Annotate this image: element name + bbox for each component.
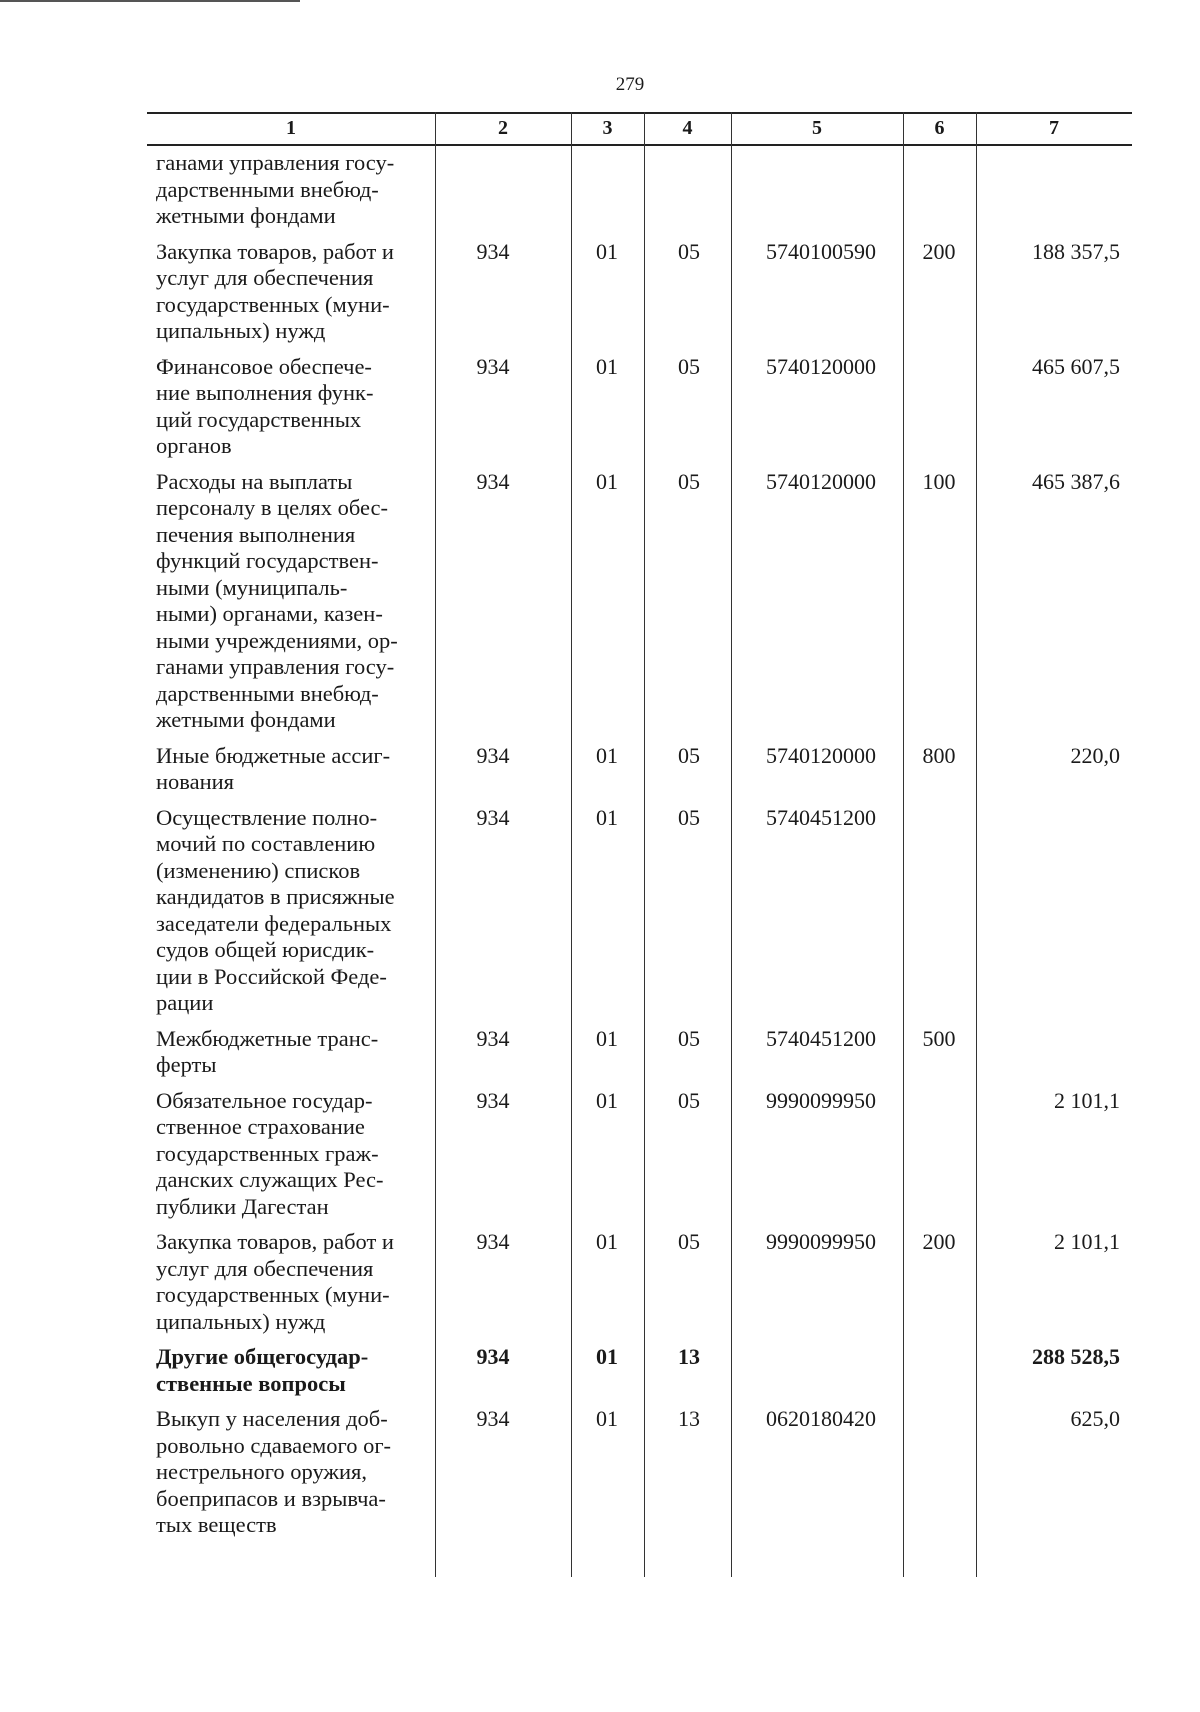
row-spacer — [147, 345, 1132, 354]
column-header-3: 3 — [602, 117, 613, 139]
row-cell-col6: 200 — [922, 238, 956, 264]
row-cell-col4: 13 — [678, 1406, 700, 1431]
row-cell-col6: 800 — [922, 742, 956, 768]
row-name-cell: Выкуп у населения доб- ровольно сдаваемого ог- нестрельного оружия, боеприпасов и взрывча- тых веществ — [156, 1406, 392, 1537]
table-row — [147, 469, 1132, 734]
row-name-cell: Другие общегосудар- ственные вопросы — [156, 1344, 369, 1396]
row-name-cell: Межбюджетные транс- ферты — [156, 1025, 379, 1077]
table-row — [147, 1026, 1132, 1079]
row-cell-col3: 01 — [596, 1406, 618, 1431]
row-cell-col4: 05 — [678, 742, 700, 768]
row-cell-col7: 2 101,1 — [1054, 1087, 1120, 1113]
row-cell-col2: 934 — [476, 238, 510, 264]
row-spacer — [147, 1397, 1132, 1406]
row-cell-col4: 05 — [678, 238, 700, 264]
row-spacer — [147, 796, 1132, 805]
row-cell-col5: 5740451200 — [766, 804, 876, 830]
row-cell-col5: 9990099950 — [766, 1087, 876, 1113]
page-number: 279 — [615, 74, 645, 95]
table-row — [147, 805, 1132, 1017]
row-cell-col3: 01 — [596, 1344, 618, 1369]
row-name-cell: Финансовое обеспече- ние выполнения функ- ций государственных органов — [156, 353, 374, 458]
column-header-2: 2 — [498, 117, 508, 139]
scan-edge-line — [0, 0, 300, 2]
table-row — [147, 1344, 1132, 1397]
row-cell-col2: 934 — [476, 353, 510, 379]
row-spacer — [147, 1079, 1132, 1088]
table-body — [147, 150, 1132, 1539]
table-row — [147, 1088, 1132, 1221]
row-cell-col3: 01 — [596, 742, 618, 768]
row-cell-col3: 01 — [596, 238, 618, 264]
row-name-cell: Обязательное государ- ственное страхование государственных граж- данских служащих Рес- публики Дагестан — [156, 1087, 384, 1219]
table-row — [147, 743, 1132, 796]
column-header-1: 1 — [286, 117, 296, 139]
row-cell-col2: 934 — [476, 742, 510, 768]
row-cell-col7: 625,0 — [1070, 1406, 1120, 1431]
row-cell-col7: 188 357,5 — [1032, 238, 1120, 264]
column-header-5: 5 — [812, 117, 822, 139]
row-cell-col5: 5740120000 — [766, 742, 876, 768]
row-name-cell: ганами управления госу- дарственными внебюд- жетными фондами — [156, 150, 395, 228]
row-cell-col4: 05 — [678, 353, 700, 379]
row-cell-col2: 934 — [476, 1406, 510, 1431]
row-cell-col5: 5740451200 — [766, 1025, 876, 1051]
row-cell-col4: 05 — [678, 1025, 700, 1051]
row-cell-col2: 934 — [476, 1087, 510, 1113]
row-cell-col4: 05 — [678, 1087, 700, 1113]
row-cell-col2: 934 — [476, 1025, 510, 1051]
row-name-cell: Закупка товаров, работ и услуг для обеспечения государственных (муни- ципальных) нужд — [156, 1229, 394, 1334]
row-cell-col5: 5740120000 — [766, 468, 876, 494]
row-cell-col3: 01 — [596, 1025, 618, 1051]
row-cell-col4: 05 — [678, 804, 700, 830]
row-spacer — [147, 230, 1132, 239]
row-cell-col7: 220,0 — [1070, 742, 1120, 768]
row-cell-col7: 2 101,1 — [1054, 1229, 1120, 1254]
row-cell-col4: 05 — [678, 1229, 700, 1254]
row-spacer — [147, 1220, 1132, 1229]
row-name-cell: Иные бюджетные ассиг- нования — [156, 742, 391, 794]
row-cell-col3: 01 — [596, 804, 618, 830]
row-cell-col3: 01 — [596, 468, 618, 494]
row-spacer — [147, 1017, 1132, 1026]
row-cell-col2: 934 — [476, 1229, 510, 1254]
row-cell-col5: 5740100590 — [766, 238, 876, 264]
row-cell-col3: 01 — [596, 353, 618, 379]
row-cell-col2: 934 — [476, 1344, 510, 1369]
table-row — [147, 150, 1132, 230]
row-cell-col7: 288 528,5 — [1032, 1344, 1120, 1369]
table-row — [147, 239, 1132, 345]
row-cell-col6: 200 — [922, 1229, 956, 1254]
row-cell-col5: 0620180420 — [766, 1406, 876, 1431]
row-cell-col7: 465 387,6 — [1032, 468, 1120, 494]
table-row — [147, 354, 1132, 460]
row-spacer — [147, 460, 1132, 469]
row-cell-col6: 500 — [922, 1025, 956, 1051]
row-cell-col2: 934 — [476, 468, 510, 494]
row-cell-col5: 5740120000 — [766, 353, 876, 379]
row-name-cell: Закупка товаров, работ и услуг для обеспечения государственных (муни- ципальных) нужд — [156, 238, 394, 343]
header-bottom-rule — [147, 144, 1132, 146]
row-cell-col2: 934 — [476, 804, 510, 830]
table-row — [147, 1229, 1132, 1335]
column-header-4: 4 — [682, 117, 693, 139]
row-cell-col3: 01 — [596, 1229, 618, 1254]
row-spacer — [147, 1335, 1132, 1344]
column-header-7: 7 — [1049, 117, 1059, 139]
row-cell-col3: 01 — [596, 1087, 618, 1113]
row-cell-col4: 13 — [678, 1344, 700, 1369]
table-row — [147, 1406, 1132, 1539]
row-cell-col6: 100 — [922, 468, 956, 494]
row-spacer — [147, 734, 1132, 743]
column-header-6: 6 — [934, 117, 945, 139]
table-header-row — [147, 112, 1132, 144]
row-cell-col5: 9990099950 — [766, 1229, 876, 1254]
row-name-cell: Расходы на выплаты персоналу в целях обес- печения выполнения функций государствен- ными (муниципаль- ными) органами, казен- ными учреждениями, ор- ганами управления госу- дарственными внебюд- жетными фондами — [156, 468, 398, 732]
row-name-cell: Осуществление полно- мочий по составлению (изменению) списков кандидатов в присяжные заседатели федеральных судов общей юрисдик- ции в Российской Феде- рации — [156, 804, 395, 1015]
row-cell-col4: 05 — [678, 468, 700, 494]
row-cell-col7: 465 607,5 — [1032, 353, 1120, 379]
